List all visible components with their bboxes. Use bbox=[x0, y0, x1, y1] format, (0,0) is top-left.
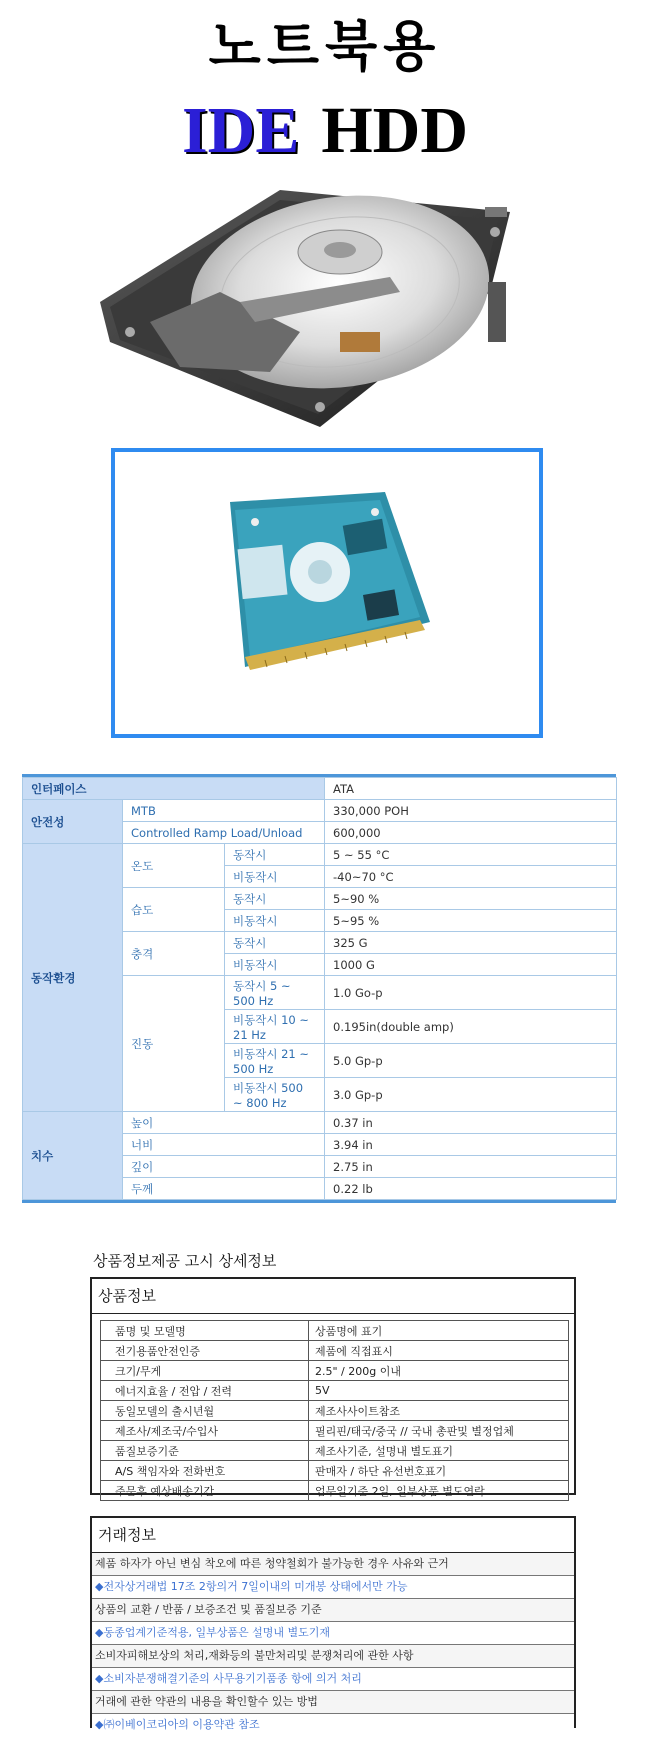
spec-env-value: 3.0 Gp-p bbox=[325, 1078, 617, 1112]
spec-env-value: 5 ~ 55 °C bbox=[325, 844, 617, 866]
trade-info-answer: ◆전자상거래법 17조 2항의거 7일이내의 미개봉 상태에서만 가능 bbox=[92, 1576, 574, 1599]
spec-env-group: 진동 bbox=[123, 976, 225, 1112]
spec-safety-value: 600,000 bbox=[325, 822, 617, 844]
trade-info-answer: ◆동종업계기준적용, 일부상품은 설명내 별도기재 bbox=[92, 1622, 574, 1645]
spec-safety-name: MTB bbox=[123, 800, 325, 822]
trade-info-heading: 거래정보 bbox=[92, 1518, 574, 1553]
spec-label-env: 동작환경 bbox=[23, 844, 123, 1112]
spec-env-cond: 동작시 bbox=[225, 888, 325, 910]
spec-env-cond: 비동작시 10 ~ 21 Hz bbox=[225, 1010, 325, 1044]
spec-label-interface: 인터페이스 bbox=[23, 778, 325, 800]
product-info-value: 필리핀/태국/중국 // 국내 총판및 별정업체 bbox=[309, 1421, 569, 1441]
spec-env-group: 온도 bbox=[123, 844, 225, 888]
spec-env-value: 1.0 Go-p bbox=[325, 976, 617, 1010]
product-info-table bbox=[100, 1320, 569, 1501]
spec-env-cond: 비동작시 bbox=[225, 910, 325, 932]
product-info-value: 상품명에 표기 bbox=[309, 1321, 569, 1341]
spec-env-cond: 동작시 bbox=[225, 932, 325, 954]
spec-value-interface: ATA bbox=[325, 778, 617, 800]
spec-env-cond: 비동작시 bbox=[225, 954, 325, 976]
info-title: 상품정보제공 고시 상세정보 bbox=[93, 1252, 277, 1270]
spec-env-group: 습도 bbox=[123, 888, 225, 932]
hard-drive-image bbox=[90, 182, 570, 432]
spec-size-value: 0.22 lb bbox=[325, 1178, 617, 1200]
spec-env-group: 충격 bbox=[123, 932, 225, 976]
product-info-key: 제조사/제조국/수입사 bbox=[101, 1421, 309, 1441]
product-info-key: 크기/무게 bbox=[101, 1361, 309, 1381]
product-info-value: 판매자 / 하단 유선번호표기 bbox=[309, 1461, 569, 1481]
spec-env-value: 5~95 % bbox=[325, 910, 617, 932]
product-info-key: 동일모델의 출시년월 bbox=[101, 1401, 309, 1421]
hard-drive-icon bbox=[90, 182, 570, 432]
product-info-value: 2.5" / 200g 이내 bbox=[309, 1361, 569, 1381]
spec-size-value: 2.75 in bbox=[325, 1156, 617, 1178]
pcb-image bbox=[225, 492, 435, 677]
spec-env-cond: 동작시 5 ~ 500 Hz bbox=[225, 976, 325, 1010]
spec-env-value: 5.0 Gp-p bbox=[325, 1044, 617, 1078]
spec-env-value: 0.195in(double amp) bbox=[325, 1010, 617, 1044]
product-info-value: 제조사사이트참조 bbox=[309, 1401, 569, 1421]
spec-env-value: 1000 G bbox=[325, 954, 617, 976]
spec-table bbox=[22, 774, 616, 1203]
product-info-heading: 상품정보 bbox=[92, 1279, 574, 1314]
trade-info-box bbox=[90, 1516, 576, 1731]
title-korean: 노트북용 bbox=[208, 15, 442, 78]
spec-safety-value: 330,000 POH bbox=[325, 800, 617, 822]
pcb-image-frame bbox=[111, 448, 543, 738]
spec-size-name: 너비 bbox=[123, 1134, 325, 1156]
spec-env-cond: 동작시 bbox=[225, 844, 325, 866]
trade-info-question: 제품 하자가 아닌 변심 착오에 따른 청약철회가 불가능한 경우 사유와 근거 bbox=[92, 1553, 574, 1576]
title-ide: IDE bbox=[181, 94, 300, 167]
product-info-value: 제조사기준, 설명내 별도표기 bbox=[309, 1441, 569, 1461]
spec-env-cond: 비동작시 500 ~ 800 Hz bbox=[225, 1078, 325, 1112]
spec-size-name: 깊이 bbox=[123, 1156, 325, 1178]
trade-info-question: 소비자피해보상의 처리,재화등의 불만처리및 분쟁처리에 관한 사항 bbox=[92, 1645, 574, 1668]
product-info-key: 주문후 예상배송기간 bbox=[101, 1481, 309, 1501]
product-info-value: 업무일기준 2일, 일부상품 별도연락 bbox=[309, 1481, 569, 1501]
product-info-key: 품질보증기준 bbox=[101, 1441, 309, 1461]
title-english bbox=[0, 92, 650, 170]
product-info-key: 품명 및 모델명 bbox=[101, 1321, 309, 1341]
product-info-value: 제품에 직접표시 bbox=[309, 1341, 569, 1361]
spec-size-value: 0.37 in bbox=[325, 1112, 617, 1134]
spec-size-name: 두께 bbox=[123, 1178, 325, 1200]
product-info-key: 에너지효율 / 전압 / 전력 bbox=[101, 1381, 309, 1401]
spec-size-value: 3.94 in bbox=[325, 1134, 617, 1156]
trade-info-question: 거래에 관한 약관의 내용을 확인할수 있는 방법 bbox=[92, 1691, 574, 1714]
circuit-board-icon bbox=[225, 492, 435, 677]
spec-safety-name: Controlled Ramp Load/Unload bbox=[123, 822, 325, 844]
spec-env-value: 5~90 % bbox=[325, 888, 617, 910]
spec-label-size: 치수 bbox=[23, 1112, 123, 1200]
spec-env-cond: 비동작시 21 ~ 500 Hz bbox=[225, 1044, 325, 1078]
spec-size-name: 높이 bbox=[123, 1112, 325, 1134]
spec-env-value: -40~70 °C bbox=[325, 866, 617, 888]
spec-env-value: 325 G bbox=[325, 932, 617, 954]
trade-info-answer: ◆소비자분쟁해결기준의 사무용기기품종 항에 의거 처리 bbox=[92, 1668, 574, 1691]
spec-env-cond: 비동작시 bbox=[225, 866, 325, 888]
title-hdd: HDD bbox=[321, 94, 469, 167]
spec-label-safety: 안전성 bbox=[23, 800, 123, 844]
product-info-value: 5V bbox=[309, 1381, 569, 1401]
product-info-key: A/S 책임자와 전화번호 bbox=[101, 1461, 309, 1481]
product-info-key: 전기용품안전인증 bbox=[101, 1341, 309, 1361]
trade-info-question: 상품의 교환 / 반품 / 보증조건 및 품질보증 기준 bbox=[92, 1599, 574, 1622]
trade-info-answer: ◆㈜이베이코리아의 이용약관 참조 bbox=[92, 1714, 574, 1736]
product-info-box bbox=[90, 1277, 576, 1498]
